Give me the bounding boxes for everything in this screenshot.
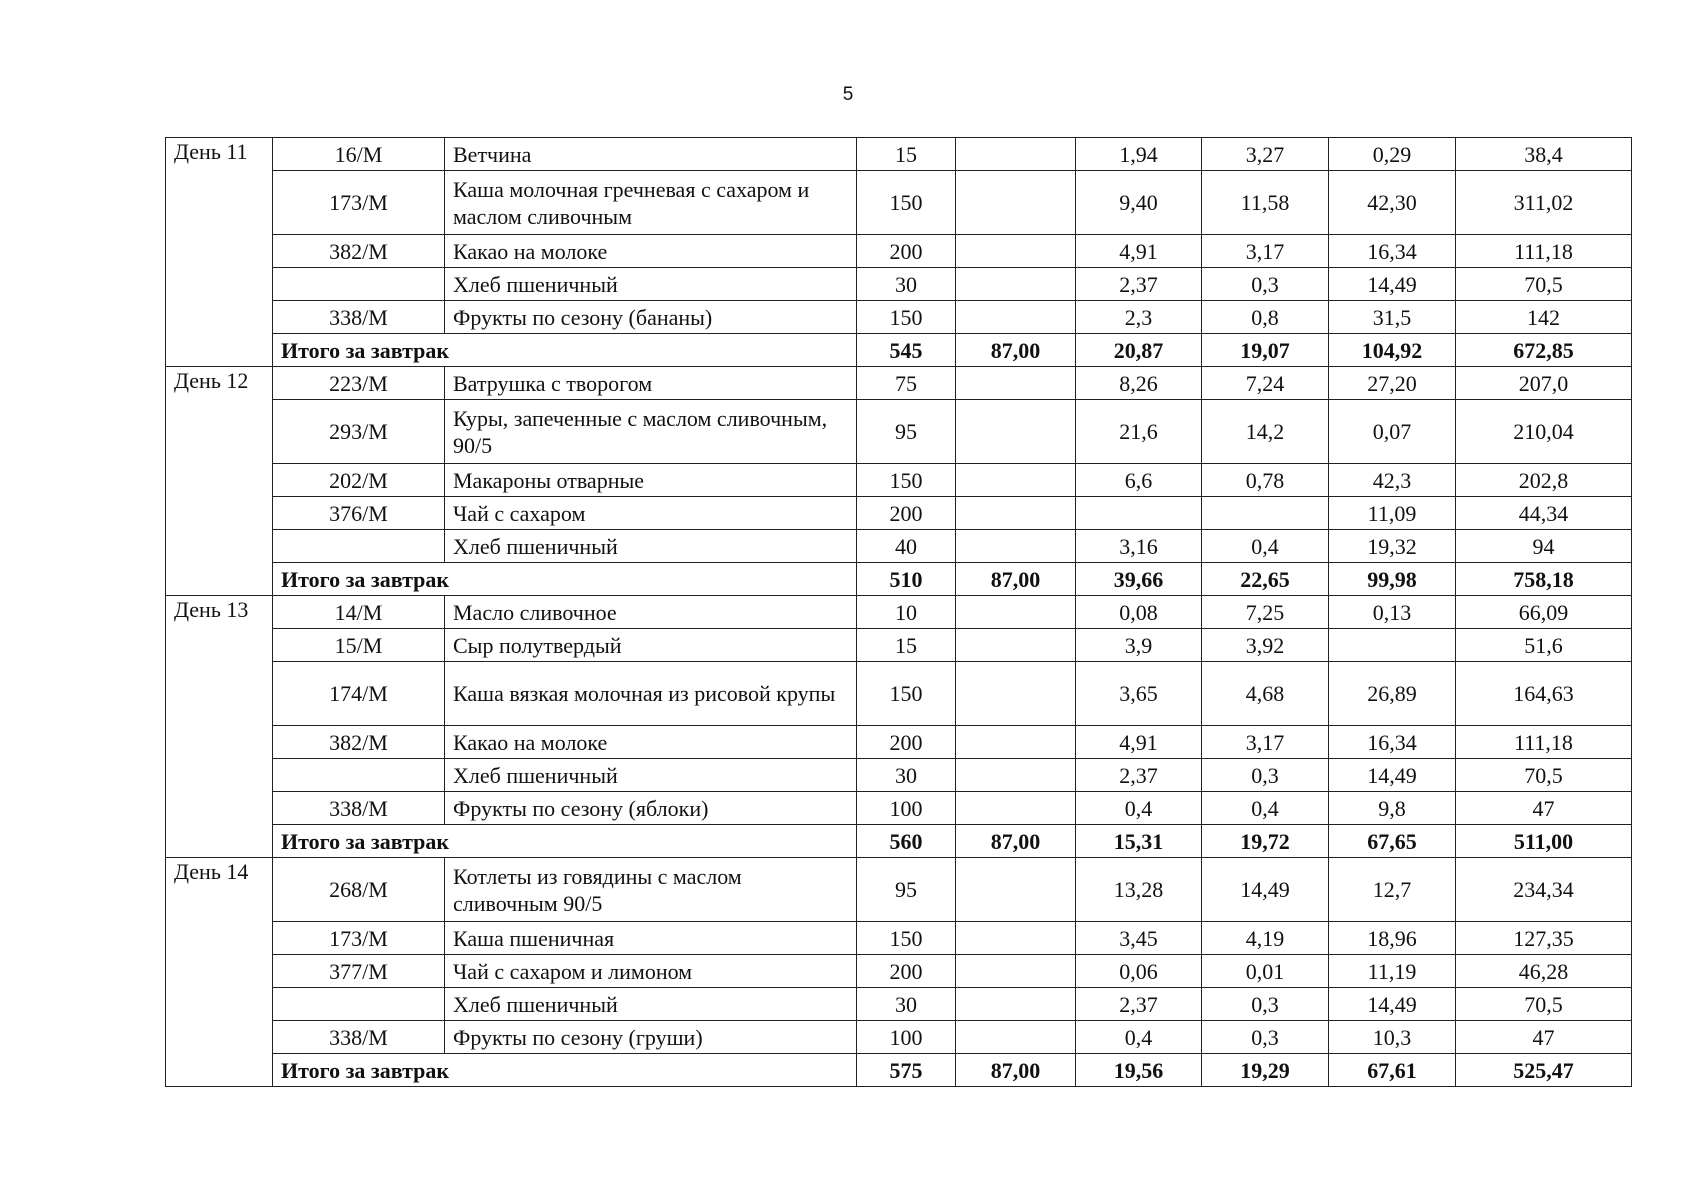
carbs-cell: 16,34 (1329, 235, 1456, 268)
carbs-cell: 27,20 (1329, 367, 1456, 400)
energy-value-cell: 111,18 (1456, 726, 1632, 759)
total-portion-weight-cell: 560 (857, 825, 956, 858)
energy-value-cell: 38,4 (1456, 138, 1632, 171)
fats-cell (1202, 497, 1329, 530)
recipe-code-cell: 14/М (273, 596, 445, 629)
recipe-code-cell: 338/М (273, 301, 445, 334)
carbs-cell: 31,5 (1329, 301, 1456, 334)
carbs-cell: 19,32 (1329, 530, 1456, 563)
table-row (166, 726, 1632, 759)
price-cell (956, 400, 1076, 464)
price-cell (956, 530, 1076, 563)
recipe-code-cell: 16/М (273, 138, 445, 171)
energy-value-cell: 207,0 (1456, 367, 1632, 400)
price-cell (956, 268, 1076, 301)
portion-weight-cell: 30 (857, 759, 956, 792)
price-cell (956, 235, 1076, 268)
fats-cell: 3,92 (1202, 629, 1329, 662)
total-carbs-cell: 99,98 (1329, 563, 1456, 596)
proteins-cell: 1,94 (1076, 138, 1202, 171)
total-proteins-cell: 19,56 (1076, 1054, 1202, 1087)
proteins-cell: 21,6 (1076, 400, 1202, 464)
price-cell (956, 662, 1076, 726)
fats-cell: 14,2 (1202, 400, 1329, 464)
energy-value-cell: 202,8 (1456, 464, 1632, 497)
carbs-cell: 16,34 (1329, 726, 1456, 759)
fats-cell: 0,4 (1202, 792, 1329, 825)
proteins-cell: 8,26 (1076, 367, 1202, 400)
table-row (166, 662, 1632, 726)
proteins-cell: 0,4 (1076, 1021, 1202, 1054)
total-carbs-cell: 67,65 (1329, 825, 1456, 858)
energy-value-cell: 51,6 (1456, 629, 1632, 662)
energy-value-cell: 70,5 (1456, 759, 1632, 792)
energy-value-cell: 210,04 (1456, 400, 1632, 464)
dish-name-cell: Хлеб пшеничный (445, 988, 857, 1021)
price-cell (956, 497, 1076, 530)
dish-name-cell: Фрукты по сезону (груши) (445, 1021, 857, 1054)
total-row (166, 825, 1632, 858)
portion-weight-cell: 150 (857, 171, 956, 235)
portion-weight-cell: 200 (857, 235, 956, 268)
dish-name-cell: Макароны отварные (445, 464, 857, 497)
proteins-cell: 2,37 (1076, 268, 1202, 301)
price-cell (956, 922, 1076, 955)
energy-value-cell: 46,28 (1456, 955, 1632, 988)
price-cell (956, 367, 1076, 400)
table-row (166, 171, 1632, 235)
portion-weight-cell: 30 (857, 988, 956, 1021)
carbs-cell: 42,30 (1329, 171, 1456, 235)
dish-name-cell: Какао на молоке (445, 235, 857, 268)
table-row (166, 497, 1632, 530)
total-price-cell: 87,00 (956, 563, 1076, 596)
carbs-cell: 11,09 (1329, 497, 1456, 530)
recipe-code-cell: 174/М (273, 662, 445, 726)
table-row (166, 629, 1632, 662)
table-row (166, 301, 1632, 334)
recipe-code-cell: 173/М (273, 922, 445, 955)
proteins-cell: 4,91 (1076, 726, 1202, 759)
dish-name-cell: Хлеб пшеничный (445, 268, 857, 301)
dish-name-cell: Фрукты по сезону (яблоки) (445, 792, 857, 825)
portion-weight-cell: 75 (857, 367, 956, 400)
carbs-cell: 14,49 (1329, 988, 1456, 1021)
proteins-cell: 0,08 (1076, 596, 1202, 629)
day-label-cell: День 14 (166, 858, 273, 1087)
total-label-cell: Итого за завтрак (273, 334, 857, 367)
fats-cell: 4,19 (1202, 922, 1329, 955)
recipe-code-cell (273, 530, 445, 563)
recipe-code-cell: 382/М (273, 235, 445, 268)
recipe-code-cell: 338/М (273, 1021, 445, 1054)
total-proteins-cell: 39,66 (1076, 563, 1202, 596)
carbs-cell (1329, 629, 1456, 662)
total-price-cell: 87,00 (956, 825, 1076, 858)
fats-cell: 0,78 (1202, 464, 1329, 497)
table-row (166, 1021, 1632, 1054)
fats-cell: 4,68 (1202, 662, 1329, 726)
table-row (166, 955, 1632, 988)
carbs-cell: 42,3 (1329, 464, 1456, 497)
portion-weight-cell: 40 (857, 530, 956, 563)
fats-cell: 7,25 (1202, 596, 1329, 629)
recipe-code-cell: 173/М (273, 171, 445, 235)
dish-name-cell: Каша молочная гречневая с сахаром и маслом сливочным (445, 171, 857, 235)
energy-value-cell: 94 (1456, 530, 1632, 563)
energy-value-cell: 44,34 (1456, 497, 1632, 530)
fats-cell: 7,24 (1202, 367, 1329, 400)
total-energy-value-cell: 511,00 (1456, 825, 1632, 858)
dish-name-cell: Каша вязкая молочная из рисовой крупы (445, 662, 857, 726)
energy-value-cell: 47 (1456, 792, 1632, 825)
energy-value-cell: 66,09 (1456, 596, 1632, 629)
total-fats-cell: 22,65 (1202, 563, 1329, 596)
total-energy-value-cell: 672,85 (1456, 334, 1632, 367)
total-price-cell: 87,00 (956, 334, 1076, 367)
portion-weight-cell: 200 (857, 497, 956, 530)
proteins-cell: 2,3 (1076, 301, 1202, 334)
fats-cell: 0,8 (1202, 301, 1329, 334)
fats-cell: 3,17 (1202, 726, 1329, 759)
proteins-cell: 3,65 (1076, 662, 1202, 726)
proteins-cell (1076, 497, 1202, 530)
carbs-cell: 12,7 (1329, 858, 1456, 922)
total-energy-value-cell: 525,47 (1456, 1054, 1632, 1087)
dish-name-cell: Масло сливочное (445, 596, 857, 629)
portion-weight-cell: 30 (857, 268, 956, 301)
dish-name-cell: Ветчина (445, 138, 857, 171)
total-portion-weight-cell: 510 (857, 563, 956, 596)
portion-weight-cell: 10 (857, 596, 956, 629)
dish-name-cell: Фрукты по сезону (бананы) (445, 301, 857, 334)
table-row (166, 858, 1632, 922)
table-row (166, 988, 1632, 1021)
price-cell (956, 171, 1076, 235)
total-portion-weight-cell: 575 (857, 1054, 956, 1087)
proteins-cell: 3,45 (1076, 922, 1202, 955)
menu-table (165, 137, 1632, 1087)
price-cell (956, 138, 1076, 171)
fats-cell: 0,4 (1202, 530, 1329, 563)
fats-cell: 14,49 (1202, 858, 1329, 922)
energy-value-cell: 311,02 (1456, 171, 1632, 235)
dish-name-cell: Котлеты из говядины с маслом сливочным 90/5 (445, 858, 857, 922)
proteins-cell: 3,9 (1076, 629, 1202, 662)
energy-value-cell: 111,18 (1456, 235, 1632, 268)
dish-name-cell: Каша пшеничная (445, 922, 857, 955)
price-cell (956, 596, 1076, 629)
total-carbs-cell: 67,61 (1329, 1054, 1456, 1087)
price-cell (956, 792, 1076, 825)
price-cell (956, 955, 1076, 988)
energy-value-cell: 127,35 (1456, 922, 1632, 955)
energy-value-cell: 70,5 (1456, 988, 1632, 1021)
dish-name-cell: Сыр полутвердый (445, 629, 857, 662)
total-proteins-cell: 20,87 (1076, 334, 1202, 367)
fats-cell: 3,17 (1202, 235, 1329, 268)
fats-cell: 0,3 (1202, 268, 1329, 301)
carbs-cell: 14,49 (1329, 268, 1456, 301)
energy-value-cell: 142 (1456, 301, 1632, 334)
total-proteins-cell: 15,31 (1076, 825, 1202, 858)
day-label-cell: День 11 (166, 138, 273, 367)
total-fats-cell: 19,07 (1202, 334, 1329, 367)
portion-weight-cell: 200 (857, 726, 956, 759)
table-row (166, 792, 1632, 825)
price-cell (956, 858, 1076, 922)
recipe-code-cell: 382/М (273, 726, 445, 759)
price-cell (956, 629, 1076, 662)
day-label-cell: День 12 (166, 367, 273, 596)
menu-table-body (166, 138, 1632, 1087)
portion-weight-cell: 100 (857, 792, 956, 825)
price-cell (956, 759, 1076, 792)
energy-value-cell: 234,34 (1456, 858, 1632, 922)
recipe-code-cell: 202/М (273, 464, 445, 497)
portion-weight-cell: 150 (857, 301, 956, 334)
table-row (166, 596, 1632, 629)
carbs-cell: 10,3 (1329, 1021, 1456, 1054)
dish-name-cell: Куры, запеченные с маслом сливочным, 90/5 (445, 400, 857, 464)
fats-cell: 0,3 (1202, 759, 1329, 792)
proteins-cell: 9,40 (1076, 171, 1202, 235)
proteins-cell: 3,16 (1076, 530, 1202, 563)
proteins-cell: 0,4 (1076, 792, 1202, 825)
dish-name-cell: Чай с сахаром и лимоном (445, 955, 857, 988)
carbs-cell: 26,89 (1329, 662, 1456, 726)
portion-weight-cell: 15 (857, 138, 956, 171)
recipe-code-cell: 223/М (273, 367, 445, 400)
carbs-cell: 0,29 (1329, 138, 1456, 171)
table-row (166, 138, 1632, 171)
table-row (166, 400, 1632, 464)
portion-weight-cell: 200 (857, 955, 956, 988)
carbs-cell: 9,8 (1329, 792, 1456, 825)
total-fats-cell: 19,72 (1202, 825, 1329, 858)
table-row (166, 464, 1632, 497)
fats-cell: 3,27 (1202, 138, 1329, 171)
table-row (166, 235, 1632, 268)
fats-cell: 0,01 (1202, 955, 1329, 988)
page-number: 5 (842, 84, 854, 105)
energy-value-cell: 164,63 (1456, 662, 1632, 726)
carbs-cell: 14,49 (1329, 759, 1456, 792)
day-label-cell: День 13 (166, 596, 273, 858)
total-portion-weight-cell: 545 (857, 334, 956, 367)
dish-name-cell: Ватрушка с творогом (445, 367, 857, 400)
price-cell (956, 464, 1076, 497)
recipe-code-cell: 15/М (273, 629, 445, 662)
portion-weight-cell: 150 (857, 922, 956, 955)
portion-weight-cell: 95 (857, 400, 956, 464)
portion-weight-cell: 100 (857, 1021, 956, 1054)
price-cell (956, 301, 1076, 334)
table-row (166, 530, 1632, 563)
fats-cell: 11,58 (1202, 171, 1329, 235)
carbs-cell: 18,96 (1329, 922, 1456, 955)
proteins-cell: 6,6 (1076, 464, 1202, 497)
total-label-cell: Итого за завтрак (273, 563, 857, 596)
carbs-cell: 0,13 (1329, 596, 1456, 629)
recipe-code-cell (273, 988, 445, 1021)
fats-cell: 0,3 (1202, 988, 1329, 1021)
table-row (166, 759, 1632, 792)
recipe-code-cell (273, 268, 445, 301)
price-cell (956, 988, 1076, 1021)
portion-weight-cell: 95 (857, 858, 956, 922)
proteins-cell: 0,06 (1076, 955, 1202, 988)
recipe-code-cell: 293/М (273, 400, 445, 464)
portion-weight-cell: 150 (857, 662, 956, 726)
carbs-cell: 0,07 (1329, 400, 1456, 464)
total-label-cell: Итого за завтрак (273, 1054, 857, 1087)
dish-name-cell: Чай с сахаром (445, 497, 857, 530)
total-energy-value-cell: 758,18 (1456, 563, 1632, 596)
carbs-cell: 11,19 (1329, 955, 1456, 988)
total-carbs-cell: 104,92 (1329, 334, 1456, 367)
portion-weight-cell: 15 (857, 629, 956, 662)
table-row (166, 367, 1632, 400)
table-row (166, 268, 1632, 301)
recipe-code-cell: 268/М (273, 858, 445, 922)
total-label-cell: Итого за завтрак (273, 825, 857, 858)
proteins-cell: 2,37 (1076, 988, 1202, 1021)
total-fats-cell: 19,29 (1202, 1054, 1329, 1087)
energy-value-cell: 47 (1456, 1021, 1632, 1054)
recipe-code-cell: 377/М (273, 955, 445, 988)
fats-cell: 0,3 (1202, 1021, 1329, 1054)
energy-value-cell: 70,5 (1456, 268, 1632, 301)
total-row (166, 334, 1632, 367)
total-price-cell: 87,00 (956, 1054, 1076, 1087)
total-row (166, 1054, 1632, 1087)
table-row (166, 922, 1632, 955)
recipe-code-cell: 376/М (273, 497, 445, 530)
recipe-code-cell: 338/М (273, 792, 445, 825)
total-row (166, 563, 1632, 596)
proteins-cell: 4,91 (1076, 235, 1202, 268)
recipe-code-cell (273, 759, 445, 792)
dish-name-cell: Хлеб пшеничный (445, 530, 857, 563)
portion-weight-cell: 150 (857, 464, 956, 497)
price-cell (956, 1021, 1076, 1054)
proteins-cell: 2,37 (1076, 759, 1202, 792)
dish-name-cell: Хлеб пшеничный (445, 759, 857, 792)
dish-name-cell: Какао на молоке (445, 726, 857, 759)
proteins-cell: 13,28 (1076, 858, 1202, 922)
price-cell (956, 726, 1076, 759)
